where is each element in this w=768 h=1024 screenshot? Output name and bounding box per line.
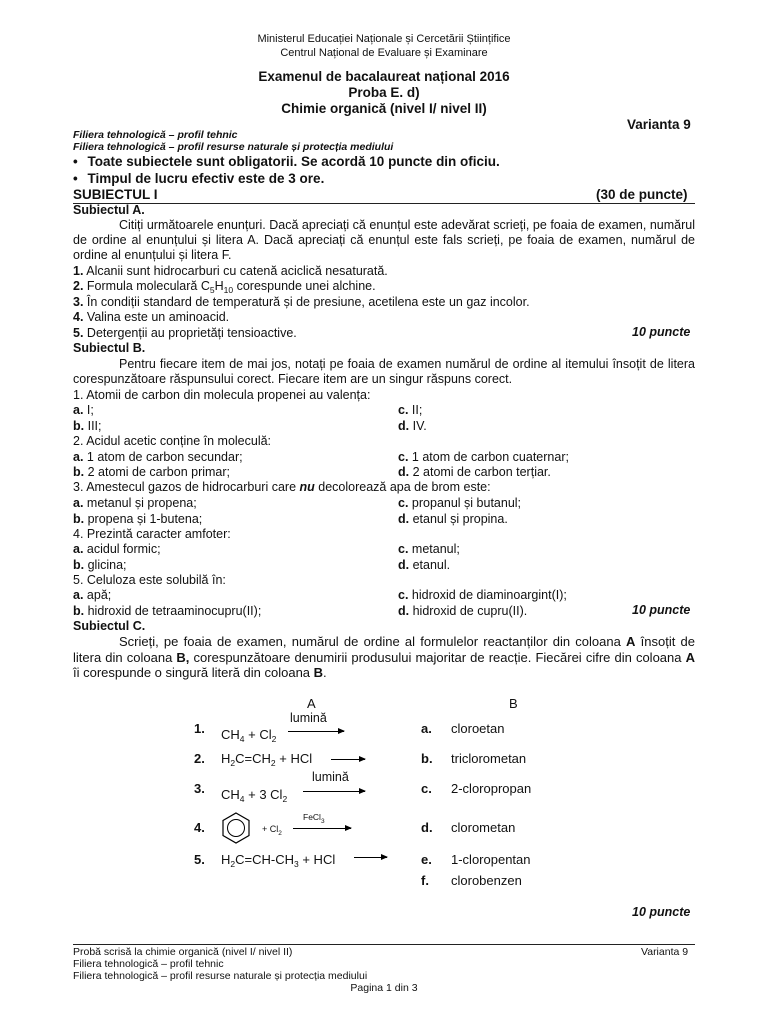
q3-b-text: propena și 1-butena; bbox=[87, 512, 203, 526]
sub-c-instr-1: Scrieți, pe foaia de examen, numărul de ordine al formulelor reactanților din coloana bbox=[119, 634, 627, 649]
q1-d-letter: d. bbox=[398, 419, 410, 433]
product-letter-c: c. bbox=[421, 781, 432, 796]
sub-c-col-a-2: A bbox=[685, 649, 695, 665]
reaction-1-arrow bbox=[288, 731, 344, 732]
r1-s2: 2 bbox=[271, 734, 277, 744]
q5-b-letter: b. bbox=[73, 604, 85, 618]
footer-variant: Varianta 9 bbox=[641, 946, 689, 958]
q4-c-text: metanul; bbox=[411, 542, 460, 556]
q4-a bbox=[73, 542, 161, 556]
reaction-3-condition: lumină bbox=[312, 770, 349, 784]
reaction-3-formula bbox=[221, 787, 287, 802]
reaction-num-5: 5. bbox=[194, 852, 205, 867]
reaction-1-condition: lumină bbox=[290, 711, 327, 725]
exam-proba: Proba E. d) bbox=[348, 85, 420, 100]
q1-a-text: I; bbox=[86, 403, 94, 417]
subiect-1-underline bbox=[73, 203, 695, 204]
r2-c: + HCl bbox=[275, 751, 313, 766]
q2-a bbox=[73, 450, 243, 464]
q5-stem: 5. Celuloza este solubilă în: bbox=[73, 573, 226, 587]
q1-b bbox=[73, 419, 102, 433]
product-letter-a: a. bbox=[421, 721, 432, 736]
reaction-5-arrow bbox=[354, 857, 387, 858]
q4-d-text: etanul. bbox=[412, 558, 451, 572]
exam-subject: Chimie organică (nivel I/ nivel II) bbox=[281, 101, 487, 116]
q1-d-text: IV. bbox=[412, 419, 427, 433]
q2-b bbox=[73, 465, 230, 479]
q4-b-letter: b. bbox=[73, 558, 85, 572]
product-b: triclorometan bbox=[451, 751, 527, 766]
footer-line-2: Filiera tehnologică – profil tehnic bbox=[73, 958, 224, 970]
q2-b-letter: b. bbox=[73, 465, 85, 479]
q5-a-letter: a. bbox=[73, 588, 84, 602]
q3-a-letter: a. bbox=[73, 496, 84, 510]
reaction-num-1: 1. bbox=[194, 721, 205, 736]
r4-plus: + Cl bbox=[262, 824, 279, 834]
sub-b-title: Subiectul B. bbox=[73, 341, 146, 355]
filiera-1: Filiera tehnologică – profil tehnic bbox=[73, 129, 238, 141]
column-b-header: B bbox=[509, 696, 518, 711]
reaction-num-4: 4. bbox=[194, 820, 205, 835]
product-d: clorometan bbox=[451, 820, 516, 835]
sub-c-instr-2: însoțit de litera din coloana bbox=[73, 634, 695, 665]
reaction-5-formula bbox=[221, 852, 335, 867]
q1-b-letter: b. bbox=[73, 419, 85, 433]
q3-c-text: propanul și butanul; bbox=[411, 496, 522, 510]
r1-s1: 4 bbox=[239, 734, 245, 744]
r1-a: CH bbox=[221, 727, 240, 742]
q2-a-letter: a. bbox=[73, 450, 84, 464]
footer-line-1: Probă scrisă la chimie organică (nivel I/ nivel II) bbox=[73, 946, 293, 958]
q1-b-text: III; bbox=[87, 419, 102, 433]
q3-d-letter: d. bbox=[398, 512, 410, 526]
reaction-2-formula bbox=[221, 751, 312, 766]
sub-a-instructions: Citiți următoarele enunțuri. Dacă apreciați că enunțul este adevărat scrieți, pe foaia de examen, numărul de ordine al enunțului și litera A. Dacă apreciați că enunțul este fals scrieți, pe foaia de examen, numărul de ordine al enunțului și litera F. bbox=[73, 218, 695, 262]
q2-a-text: 1 atom de carbon secundar; bbox=[86, 450, 243, 464]
r5-s2: 3 bbox=[294, 859, 299, 869]
q4-b-text: glicina; bbox=[87, 558, 127, 572]
q3-a bbox=[73, 496, 197, 510]
footer-divider bbox=[73, 944, 695, 945]
header-ministry: Ministerul Educației Naționale și Cercetării Științifice bbox=[257, 33, 511, 45]
sub-a-item-3-text: În condiții standard de temperatură și de presiune, acetilena este un gaz incolor. bbox=[86, 295, 530, 309]
sub-a-item-3-num: 3. bbox=[73, 295, 84, 309]
q4-d bbox=[398, 558, 450, 572]
product-letter-d: d. bbox=[421, 820, 433, 835]
sub-c-col-b-2: B bbox=[313, 665, 324, 680]
rule-1-text: Toate subiectele sunt obligatorii. Se acordă 10 puncte din oficiu. bbox=[87, 154, 500, 169]
r3-b: + 3 Cl bbox=[244, 787, 283, 802]
f-s2: 10 bbox=[223, 285, 234, 295]
r5-s1: 2 bbox=[230, 859, 236, 869]
exam-variant: Varianta 9 bbox=[627, 117, 691, 132]
benzene-ring-icon bbox=[219, 811, 253, 845]
sub-a-item-1-text: Alcanii sunt hidrocarburi cu catenă aciclică nesaturată. bbox=[86, 264, 388, 278]
exam-title: Examenul de bacalaureat național 2016 bbox=[258, 69, 510, 84]
footer-line-3: Filiera tehnologică – profil resurse naturale și protecția mediului bbox=[73, 970, 368, 982]
product-c: 2-cloropropan bbox=[451, 781, 532, 796]
product-f: clorobenzen bbox=[451, 873, 522, 888]
subiect-1-points: (30 de puncte) bbox=[596, 187, 688, 202]
q3-c bbox=[398, 496, 521, 510]
q5-d-text: hidroxid de cupru(II). bbox=[412, 604, 528, 618]
r2-s2: 2 bbox=[270, 758, 276, 768]
q2-d-letter: d. bbox=[398, 465, 410, 479]
r4-cat: FeCl bbox=[303, 812, 321, 822]
sub-b-points: 10 puncte bbox=[632, 603, 691, 617]
r5-a: H bbox=[221, 852, 231, 867]
sub-b-instructions: Pentru fiecare item de mai jos, notați pe foaia de examen numărul de ordine al itemului însoțit de litera corespunzătoare răspunsului corect. Fiecare item are un singur răspuns corect. bbox=[73, 357, 695, 386]
column-a-header: A bbox=[307, 696, 316, 711]
q4-c-letter: c. bbox=[398, 542, 409, 556]
rule-2-text: Timpul de lucru efectiv este de 3 ore. bbox=[87, 171, 325, 186]
subiect-1-title: SUBIECTUL I bbox=[73, 187, 158, 202]
sub-c-title: Subiectul C. bbox=[73, 619, 146, 633]
sub-a-title: Subiectul A. bbox=[73, 203, 145, 217]
r2-s1: 2 bbox=[230, 758, 236, 768]
q4-b bbox=[73, 558, 127, 572]
r4-s: 2 bbox=[278, 830, 282, 837]
q5-d bbox=[398, 604, 527, 618]
r2-b: C=CH bbox=[235, 751, 271, 766]
sub-a-points: 10 puncte bbox=[632, 325, 691, 339]
q1-a bbox=[73, 403, 94, 417]
sub-c-instr-5: . bbox=[323, 665, 327, 680]
q1-a-letter: a. bbox=[73, 403, 84, 417]
q3-c-letter: c. bbox=[398, 496, 409, 510]
q2-b-text: 2 atomi de carbon primar; bbox=[87, 465, 231, 479]
q2-stem: 2. Acidul acetic conține în moleculă: bbox=[73, 434, 272, 448]
q1-c-letter: c. bbox=[398, 403, 409, 417]
product-letter-b: b. bbox=[421, 751, 433, 766]
r3-s1: 4 bbox=[239, 794, 245, 804]
sub-c-instr-4: îi corespunde o singură literă din coloana bbox=[73, 665, 314, 680]
sub-a-item-5 bbox=[73, 326, 297, 340]
r1-b: + Cl bbox=[244, 727, 272, 742]
f-pre: Formula moleculară C bbox=[86, 279, 210, 293]
filiera-2: Filiera tehnologică – profil resurse naturale și protecția mediului bbox=[73, 141, 394, 153]
sub-c-points: 10 puncte bbox=[632, 905, 691, 919]
q3-d-text: etanul și propina. bbox=[412, 512, 508, 526]
q5-b-text: hidroxid de tetraaminocupru(II); bbox=[87, 604, 262, 618]
q5-d-letter: d. bbox=[398, 604, 410, 618]
sub-a-item-3 bbox=[73, 295, 530, 309]
r3-a: CH bbox=[221, 787, 240, 802]
sub-c-col-b: B, bbox=[176, 649, 190, 665]
reaction-4-reagent bbox=[262, 824, 282, 837]
q2-d bbox=[398, 465, 551, 479]
q5-a-text: apă; bbox=[86, 588, 112, 602]
q5-c bbox=[398, 588, 567, 602]
product-a: cloroetan bbox=[451, 721, 505, 736]
q1-c bbox=[398, 403, 422, 417]
r5-c: + HCl bbox=[298, 852, 336, 867]
f-post: corespunde unei alchine. bbox=[233, 279, 376, 293]
r4-cs: 3 bbox=[320, 818, 325, 825]
reaction-1-formula bbox=[221, 727, 276, 742]
reaction-num-3: 3. bbox=[194, 781, 205, 796]
q3-stem-nu: nu bbox=[299, 480, 315, 494]
r5-b: C=CH-CH bbox=[235, 852, 294, 867]
sub-a-item-5-text: Detergenții au proprietăți tensioactive. bbox=[86, 326, 297, 340]
q3-d bbox=[398, 512, 508, 526]
reaction-2-arrow bbox=[331, 759, 365, 760]
reaction-num-2: 2. bbox=[194, 751, 205, 766]
q2-d-text: 2 atomi de carbon terțiar. bbox=[412, 465, 551, 479]
q4-a-text: acidul formic; bbox=[86, 542, 161, 556]
q5-a bbox=[73, 588, 111, 602]
q2-c bbox=[398, 450, 569, 464]
rule-1: • Toate subiectele sunt obligatorii. Se acordă 10 puncte din oficiu. bbox=[73, 154, 500, 169]
q1-c-text: II; bbox=[411, 403, 423, 417]
q5-b bbox=[73, 604, 261, 618]
q3-b bbox=[73, 512, 202, 526]
q1-stem: 1. Atomii de carbon din molecula propenei au valența: bbox=[73, 388, 371, 402]
footer-page-number: Pagina 1 din 3 bbox=[350, 982, 418, 994]
r2-a: H bbox=[221, 751, 231, 766]
q4-stem: 4. Prezintă caracter amfoter: bbox=[73, 527, 231, 541]
sub-a-item-4-num: 4. bbox=[73, 310, 84, 324]
sub-a-item-4-text: Valina este un aminoacid. bbox=[86, 310, 230, 324]
reaction-3-arrow bbox=[303, 791, 365, 792]
q5-c-letter: c. bbox=[398, 588, 409, 602]
sub-a-item-2 bbox=[73, 279, 376, 293]
sub-a-item-4 bbox=[73, 310, 229, 324]
sub-c-instructions bbox=[73, 634, 695, 681]
reaction-4-catalyst bbox=[303, 812, 325, 825]
r3-s2: 2 bbox=[282, 794, 288, 804]
q1-d bbox=[398, 419, 427, 433]
sub-a-item-5-num: 5. bbox=[73, 326, 84, 340]
reaction-4-arrow bbox=[293, 828, 351, 829]
q2-c-letter: c. bbox=[398, 450, 409, 464]
q4-d-letter: d. bbox=[398, 558, 410, 572]
f-s1: 5 bbox=[209, 285, 215, 295]
q3-a-text: metanul și propena; bbox=[86, 496, 197, 510]
q3-stem-post: decolorează apa de brom este: bbox=[314, 480, 491, 494]
q4-a-letter: a. bbox=[73, 542, 84, 556]
f-mid: H bbox=[214, 279, 224, 293]
product-letter-e: e. bbox=[421, 852, 432, 867]
header-center: Centrul Național de Evaluare și Examinare bbox=[280, 47, 488, 59]
product-letter-f: f. bbox=[421, 873, 429, 888]
sub-a-item-1-num: 1. bbox=[73, 264, 84, 278]
q5-c-text: hidroxid de diaminoargint(I); bbox=[411, 588, 567, 602]
q3-stem bbox=[73, 480, 491, 494]
q3-stem-pre: 3. Amestecul gazos de hidrocarburi care bbox=[73, 480, 300, 494]
product-e: 1-cloropentan bbox=[451, 852, 531, 867]
q2-c-text: 1 atom de carbon cuaternar; bbox=[411, 450, 569, 464]
sub-a-item-2-num: 2. bbox=[73, 279, 84, 293]
sub-c-instr-3: corespunzătoare denumirii produsului majoritar de reacție. Fiecărei cifre din coloana bbox=[189, 649, 686, 665]
sub-a-item-1 bbox=[73, 264, 388, 278]
q3-b-letter: b. bbox=[73, 512, 85, 526]
sub-c-col-a: A bbox=[626, 634, 636, 649]
rule-2: • Timpul de lucru efectiv este de 3 ore. bbox=[73, 171, 325, 186]
q4-c bbox=[398, 542, 460, 556]
